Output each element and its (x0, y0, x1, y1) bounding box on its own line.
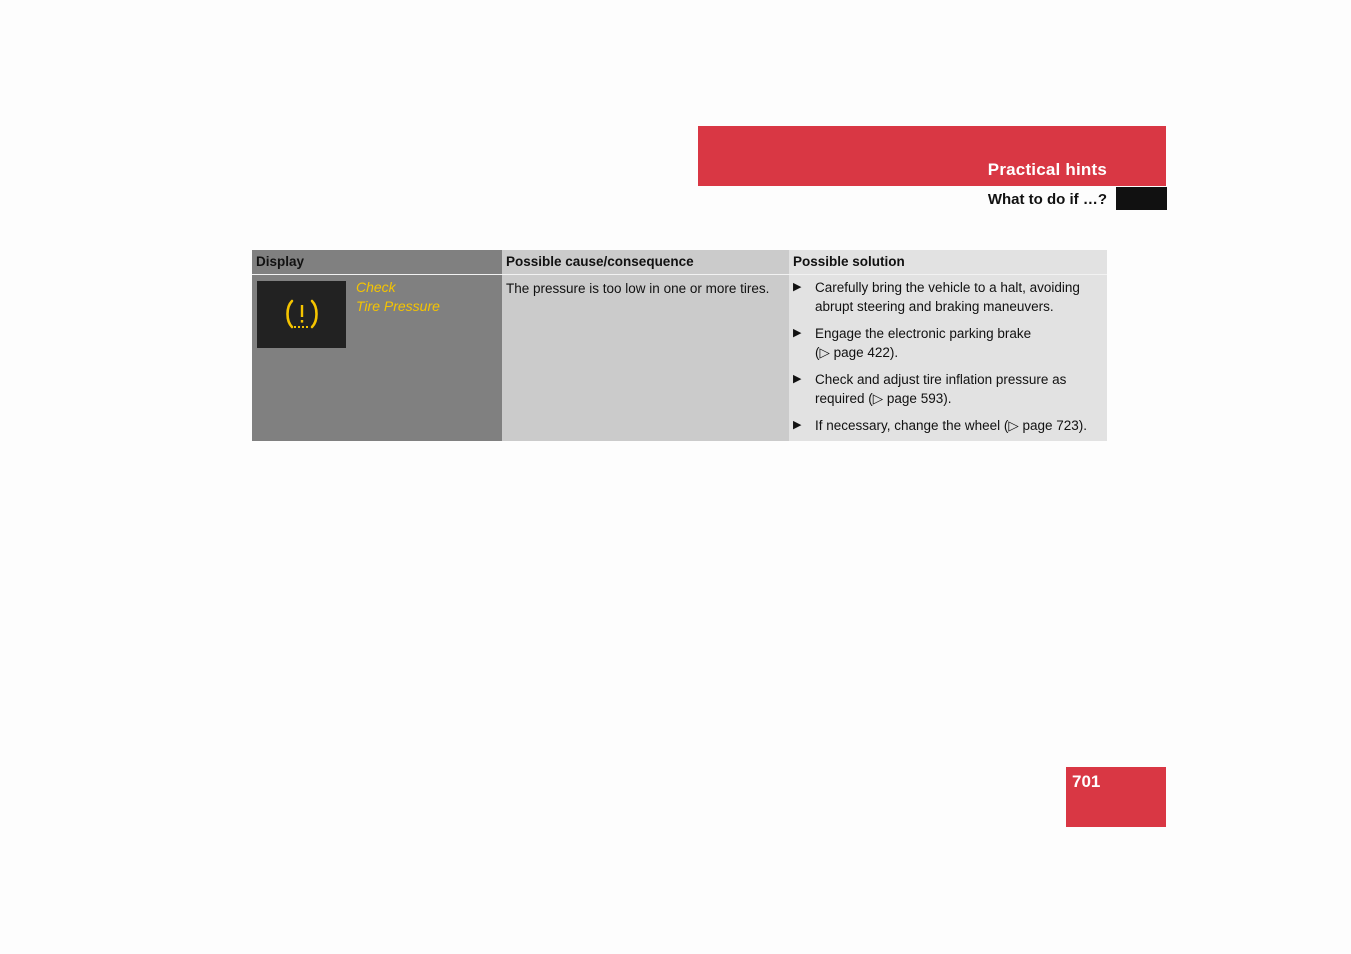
bullet-arrow-icon: ▶ (793, 281, 802, 293)
solution-step (793, 416, 1103, 435)
display-cell (252, 275, 502, 441)
tire-pressure-warning-icon (283, 297, 321, 333)
page-reference-link[interactable]: required (▷ page 593). (815, 391, 952, 406)
page-reference-link[interactable]: (▷ page 422). (815, 345, 899, 360)
column-header-display: Display (252, 250, 502, 275)
display-message-line-1: Check (356, 279, 396, 295)
bullet-arrow-icon: ▶ (793, 327, 802, 339)
solution-step: ▶ Carefully bring the vehicle to a halt, avoiding abrupt steering and braking maneuvers. (793, 280, 1080, 314)
solution-step: ▶ Engage the electronic parking brake (▷ page 422). (793, 324, 1103, 362)
section-title: Practical hints (987, 160, 1107, 179)
multifunction-display (257, 281, 346, 348)
cause-cell: The pressure is too low in one or more tires. (502, 275, 789, 441)
bullet-arrow-icon: ▶ (793, 419, 802, 431)
solution-steps (793, 278, 1103, 435)
page-number: 701 (1072, 772, 1101, 791)
solution-cell (789, 275, 1107, 441)
troubleshooting-table (252, 250, 1107, 441)
display-message (356, 278, 440, 316)
page-number-box (1066, 767, 1166, 827)
bullet-arrow-icon: ▶ (793, 373, 802, 385)
solution-step: ▶ Check and adjust tire inflation pressure as required (▷ page 593). (793, 370, 1103, 408)
column-header-cause: Possible cause/consequence (502, 250, 789, 275)
column-header-solution: Possible solution (789, 250, 1107, 275)
display-message-line-2: Tire Pressure (356, 298, 440, 314)
chapter-tab-marker (1116, 187, 1167, 210)
subsection-title: What to do if …? (987, 191, 1107, 208)
page-reference-link[interactable]: If necessary, change the wheel (▷ page 723). (815, 418, 1088, 433)
